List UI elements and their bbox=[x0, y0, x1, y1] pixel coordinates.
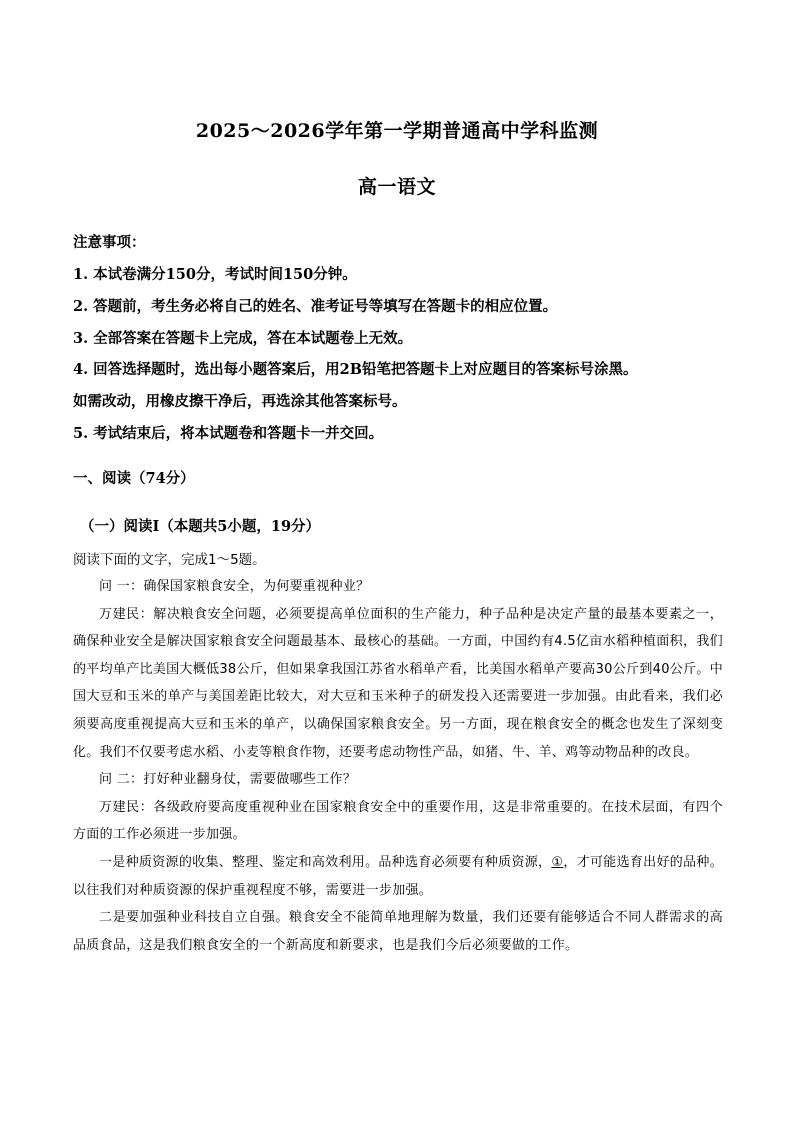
notice-item: 5. 考试结束后，将本试题卷和答题卡一并交回。 bbox=[73, 425, 384, 442]
section-heading: 一、阅读（74分） bbox=[73, 470, 195, 487]
answer-two-intro: 万建民：各级政府要高度重视种业在国家粮食安全中的重要作用，这是非常重要的。在技术层面，有四个方面的工作必须进一步加强。 bbox=[73, 799, 723, 843]
blank-marker: ① bbox=[551, 854, 564, 870]
point-one-text-b: ，才可能选育出好的品种。以往我们对种质资源的保护重视程度不够，需要进一步加强。 bbox=[73, 854, 723, 898]
notice-heading: 注意事项： bbox=[73, 234, 146, 251]
answer-two-point-one bbox=[73, 849, 723, 904]
point-one-text-a: 一是种质资源的收集、整理、鉴定和高效利用。品种选育必须要有种质资源， bbox=[99, 854, 552, 870]
reading-passage bbox=[73, 573, 723, 959]
exam-subject: 高一语文 bbox=[357, 176, 436, 198]
question-two: 问 二：打好种业翻身仗，需要做哪些工作？ bbox=[99, 772, 357, 788]
notice-item: 3. 全部答案在答题卡上完成，答在本试题卷上无效。 bbox=[73, 330, 413, 347]
notice-item: 1. 本试卷满分150分，考试时间150分钟。 bbox=[73, 266, 357, 283]
notice-item: 4. 回答选择题时，选出每小题答案后，用2B铅笔把答题卡上对应题目的答案标号涂黑。 bbox=[73, 361, 638, 378]
reading-instruction: 阅读下面的文字，完成1～5题。 bbox=[73, 552, 266, 568]
notice-item: 2. 答题前，考生务必将自己的姓名、准考证号等填写在答题卡的相应位置。 bbox=[73, 298, 558, 315]
exam-title: 2025～2026学年第一学期普通高中学科监测 bbox=[195, 120, 599, 142]
notice-item: 如需改动，用橡皮擦干净后，再选涂其他答案标号。 bbox=[73, 393, 407, 410]
answer-one: 万建民：解决粮食安全问题，必须要提高单位面积的生产能力，种子品种是决定产量的最基本要素之一，确保种业安全是解决国家粮食安全问题最基本、最核心的基础。一方面，中国约有4.5亿亩水稻种植面积，我们的平均单产比美国大概低38公斤，但如果拿我国江苏省水稻单产看，比美国水稻单产要高30公斤到40公斤。中国大豆和玉米的单产与美国差距比较大，对大豆和玉米种子的研发投入还需要进一步加强。由此看来，我们必须要高度重视提高大豆和玉米的单产，以确保国家粮食安全。另一方面，现在粮食安全的概念也发生了深刻变化。我们不仅要考虑水稻、小麦等粮食作物，还要考虑动物性产品，如猪、牛、羊、鸡等动物品种的改良。 bbox=[73, 606, 723, 760]
question-one: 问 一：确保国家粮食安全，为何要重视种业？ bbox=[99, 579, 370, 594]
subsection-heading: （一）阅读Ⅰ（本题共5小题，19分） bbox=[80, 518, 321, 535]
answer-two-point-two: 二是要加强种业科技自立自强。粮食安全不能简单地理解为数量，我们还要有能够适合不同人群需求的高品质食品，这是我们粮食安全的一个新高度和新要求，也是我们今后必须要做的工作。 bbox=[73, 910, 723, 953]
